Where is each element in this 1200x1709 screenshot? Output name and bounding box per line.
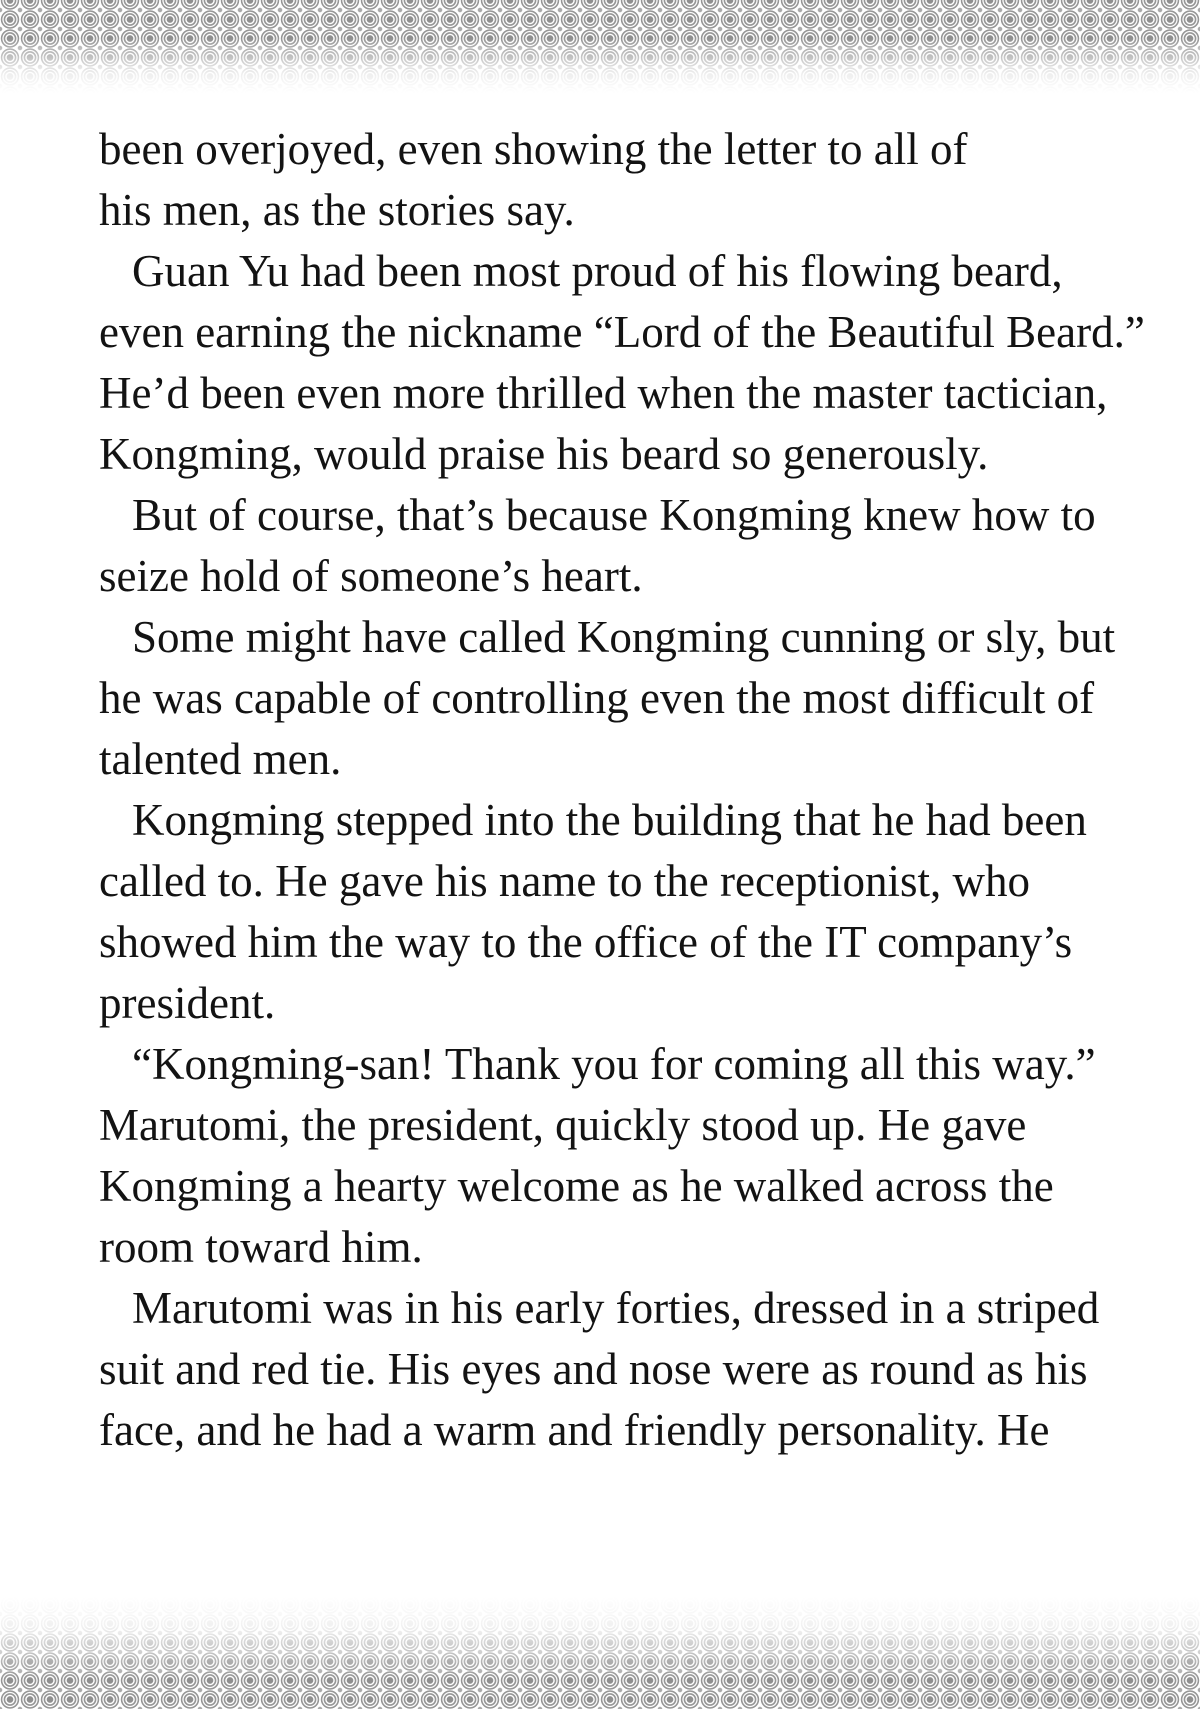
text-line: Kongming stepped into the building that he had been: [132, 795, 1087, 845]
text-line: his men, as the stories say.: [99, 185, 575, 235]
text-line: Marutomi, the president, quickly stood up. He gave: [99, 1100, 1027, 1150]
paragraph: [99, 790, 1140, 1034]
decorative-border-bottom: [0, 1587, 1200, 1709]
paragraph: [99, 607, 1140, 790]
paragraph: [99, 1278, 1140, 1461]
text-line: Marutomi was in his early forties, dressed in a striped: [132, 1283, 1100, 1333]
text-line: talented men.: [99, 734, 342, 784]
text-line: But of course, that’s because Kongming knew how to: [132, 490, 1096, 540]
text-line: room toward him.: [99, 1222, 423, 1272]
text-line: showed him the way to the office of the IT company’s: [99, 917, 1073, 967]
text-line: He’d been even more thrilled when the master tactician,: [99, 368, 1108, 418]
text-line: Kongming a hearty welcome as he walked across the: [99, 1161, 1054, 1211]
paragraph: [99, 1034, 1140, 1278]
text-line: seize hold of someone’s heart.: [99, 551, 643, 601]
paragraph: [99, 241, 1145, 485]
text-line: he was capable of controlling even the most difficult of: [99, 673, 1095, 723]
text-line: “Kongming-san! Thank you for coming all this way.”: [132, 1039, 1096, 1089]
text-line: called to. He gave his name to the receptionist, who: [99, 856, 1030, 906]
text-line: even earning the nickname “Lord of the Beautiful Beard.”: [99, 307, 1145, 357]
text-line: face, and he had a warm and friendly personality. He: [99, 1405, 1050, 1455]
text-line: Kongming, would praise his beard so generously.: [99, 429, 989, 479]
text-line: Some might have called Kongming cunning or sly, but: [132, 612, 1116, 662]
text-line: been overjoyed, even showing the letter to all of: [99, 124, 968, 174]
paragraph: [99, 485, 1140, 607]
text-line: Guan Yu had been most proud of his flowing beard,: [132, 246, 1063, 296]
paragraph: [99, 119, 1140, 241]
text-line: president.: [99, 978, 276, 1028]
text-line: suit and red tie. His eyes and nose were as round as his: [99, 1344, 1088, 1394]
